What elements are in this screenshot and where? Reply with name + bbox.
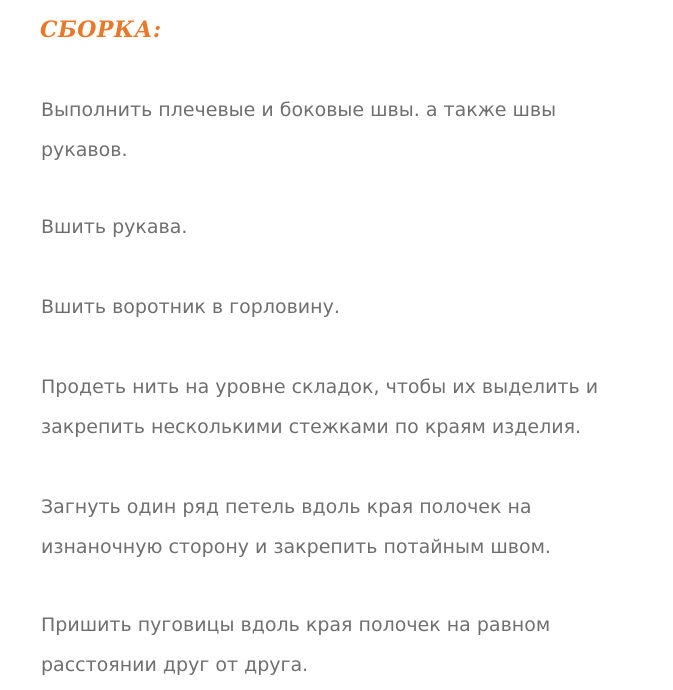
instruction-paragraph-2: Вшить рукава. [41,216,188,238]
instruction-paragraph-1: Выполнить плечевые и боковые швы. а также швы рукавов. [41,99,557,161]
instruction-paragraph-3: Вшить воротник в горловину. [41,296,340,318]
instruction-paragraph-4: Продеть нить на уровне складок, чтобы их выделить и закрепить несколькими стежками по краям изделия. [41,376,599,438]
section-heading: СБОРКА: [40,17,162,43]
instruction-paragraph-6: Пришить пуговицы вдоль края полочек на равном расстоянии друг от друга. [41,614,551,676]
instruction-paragraph-5: Загнуть один ряд петель вдоль края полочек на изнаночную сторону и закрепить потайным швом. [41,496,551,558]
